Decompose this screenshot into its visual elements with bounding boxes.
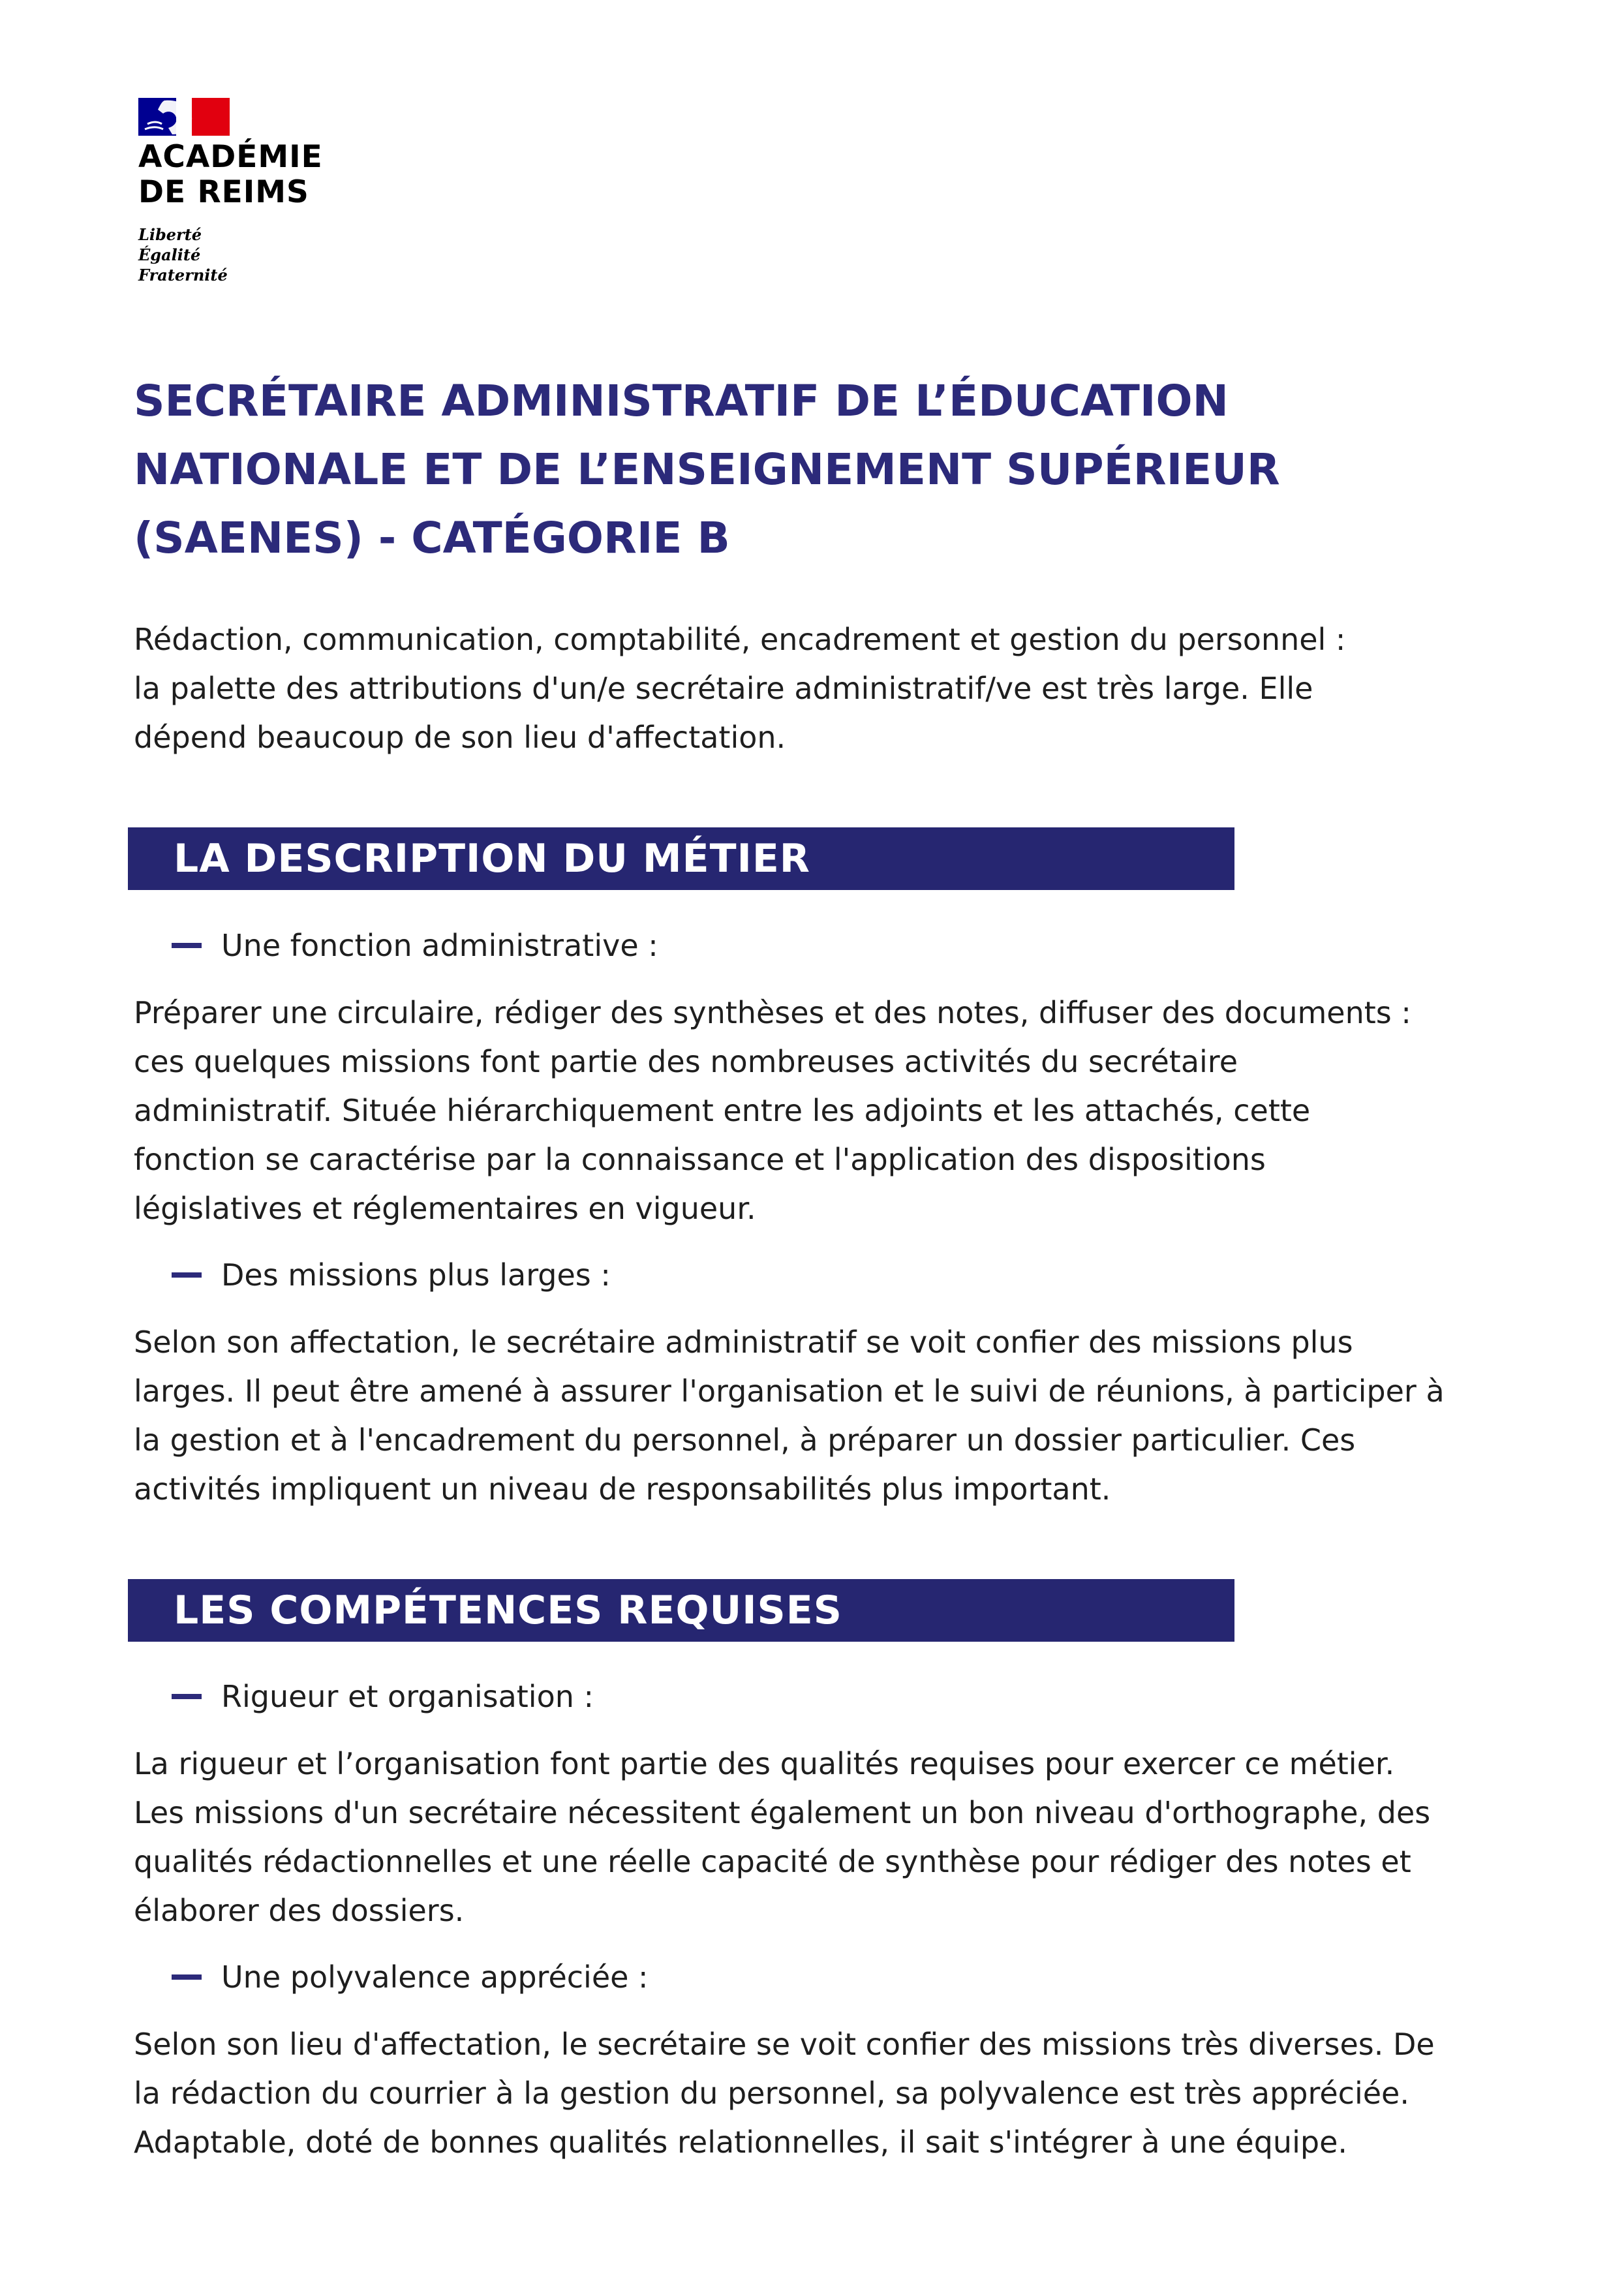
paragraph-line: Selon son affectation, le secrétaire administratif se voit confier des missions plus: [134, 1325, 1353, 1360]
paragraph: [134, 989, 1504, 1233]
academie-name-line: ACADÉMIE: [138, 139, 323, 175]
bullet-text: Une polyvalence appréciée :: [221, 1959, 649, 1995]
intro-paragraph: [134, 615, 1504, 762]
paragraph-line: qualités rédactionnelles et une réelle capacité de synthèse pour rédiger des notes et: [134, 1844, 1411, 1879]
paragraph-line: Les missions d'un secrétaire nécessitent également un bon niveau d'orthographe, des: [134, 1795, 1431, 1830]
dash-bullet-icon: [172, 1974, 202, 1980]
marianne-flag-icon: [138, 98, 230, 136]
title-line: (SAENES) - CATÉGORIE B: [134, 513, 730, 563]
page-title: [134, 367, 1537, 572]
bullet-text: Une fonction administrative :: [221, 928, 658, 963]
academie-logo: [138, 98, 438, 285]
bullet-text: Des missions plus larges :: [221, 1257, 611, 1293]
paragraph-line: larges. Il peut être amené à assurer l'organisation et le suivi de réunions, à participer à: [134, 1374, 1445, 1409]
title-line: SECRÉTAIRE ADMINISTRATIF DE L’ÉDUCATION: [134, 376, 1229, 426]
bullet-item: [172, 1672, 594, 1721]
academie-name-line: DE REIMS: [138, 174, 309, 210]
paragraph: [134, 2020, 1504, 2167]
paragraph: [134, 1740, 1504, 1935]
dash-bullet-icon: [172, 1272, 202, 1278]
paragraph-line: Adaptable, doté de bonnes qualités relationnelles, il sait s'intégrer à une équipe.: [134, 2125, 1347, 2160]
dash-bullet-icon: [172, 943, 202, 948]
bullet-item: [172, 1251, 611, 1300]
dash-bullet-icon: [172, 1694, 202, 1699]
paragraph-line: fonction se caractérise par la connaissance et l'application des dispositions: [134, 1142, 1266, 1177]
motto-line: Fraternité: [138, 266, 228, 284]
academie-name: [138, 140, 438, 210]
paragraph-line: élaborer des dossiers.: [134, 1893, 465, 1928]
section-heading-text: LA DESCRIPTION DU MÉTIER: [174, 836, 811, 882]
paragraph: [134, 1318, 1504, 1514]
paragraph-line: Rédaction, communication, comptabilité, encadrement et gestion du personnel :: [134, 622, 1346, 657]
paragraph-line: administratif. Située hiérarchiquement entre les adjoints et les attachés, cette: [134, 1093, 1311, 1128]
paragraph-line: dépend beaucoup de son lieu d'affectation.: [134, 720, 786, 755]
paragraph-line: Préparer une circulaire, rédiger des synthèses et des notes, diffuser des documents :: [134, 995, 1411, 1030]
paragraph-line: la palette des attributions d'un/e secrétaire administratif/ve est très large. Elle: [134, 671, 1313, 706]
republic-motto: [138, 224, 438, 285]
title-line: NATIONALE ET DE L’ENSEIGNEMENT SUPÉRIEUR: [134, 444, 1280, 495]
motto-line: Liberté: [138, 225, 202, 244]
paragraph-line: la gestion et à l'encadrement du personnel, à préparer un dossier particulier. Ces: [134, 1422, 1356, 1458]
bullet-text: Rigueur et organisation :: [221, 1679, 594, 1714]
paragraph-line: ces quelques missions font partie des nombreuses activités du secrétaire: [134, 1044, 1238, 1079]
paragraph-line: activités impliquent un niveau de responsabilités plus important.: [134, 1471, 1111, 1507]
section-heading-text: LES COMPÉTENCES REQUISES: [174, 1588, 842, 1633]
paragraph-line: La rigueur et l’organisation font partie des qualités requises pour exercer ce métier.: [134, 1746, 1395, 1781]
section-heading-description: [128, 827, 1234, 890]
paragraph-line: législatives et réglementaires en vigueur.: [134, 1191, 756, 1226]
motto-line: Égalité: [138, 245, 201, 264]
section-heading-competences: [128, 1579, 1234, 1642]
paragraph-line: Selon son lieu d'affectation, le secrétaire se voit confier des missions très diverses. De: [134, 2027, 1435, 2062]
bullet-item: [172, 921, 658, 970]
paragraph-line: la rédaction du courrier à la gestion du personnel, sa polyvalence est très appréciée.: [134, 2076, 1409, 2111]
bullet-item: [172, 1953, 649, 2002]
